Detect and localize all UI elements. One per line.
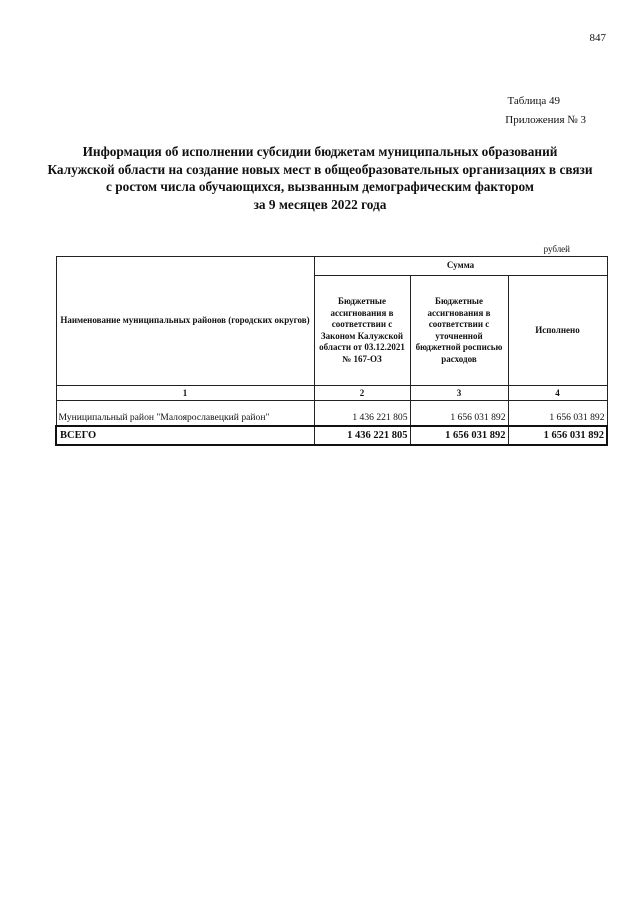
total-row bbox=[56, 426, 607, 445]
revised-allocation-value: 1 656 031 892 bbox=[410, 409, 508, 426]
page-number: 847 bbox=[589, 32, 606, 44]
column-number: 2 bbox=[314, 386, 410, 401]
title-line: за 9 месяцев 2022 года bbox=[253, 196, 387, 212]
title-line: с ростом числа обучающихся, вызванным демографическим фактором bbox=[106, 179, 534, 194]
document-title bbox=[40, 143, 600, 213]
total-revised-allocation: 1 656 031 892 bbox=[410, 426, 508, 445]
title-line: Информация об исполнении субсидии бюджетам муниципальных образований bbox=[82, 144, 558, 159]
header-district-name: Наименование муниципальных районов (городских округов) bbox=[56, 257, 314, 386]
law-allocation-value: 1 436 221 805 bbox=[314, 409, 410, 426]
subsidy-table bbox=[55, 256, 608, 446]
header-row bbox=[56, 257, 607, 276]
total-executed: 1 656 031 892 bbox=[508, 426, 607, 445]
table-row bbox=[56, 409, 607, 426]
appendix-reference: Приложения № 3 bbox=[505, 114, 586, 126]
column-number: 3 bbox=[410, 386, 508, 401]
district-name: Муниципальный район "Малоярославецкий район" bbox=[56, 409, 314, 426]
header-law-allocations: Бюджетные ассигнования в соответствии с Законом Калужской области от 03.12.2021 № 167-ОЗ bbox=[314, 276, 410, 386]
header-executed: Исполнено bbox=[508, 276, 607, 386]
table-number: Таблица 49 bbox=[507, 95, 560, 107]
header-sum: Сумма bbox=[314, 257, 607, 276]
total-label: ВСЕГО bbox=[56, 426, 314, 445]
column-number: 1 bbox=[56, 386, 314, 401]
total-law-allocation: 1 436 221 805 bbox=[314, 426, 410, 445]
column-number-row bbox=[56, 386, 607, 401]
header-revised-allocations: Бюджетные ассигнования в соответствии с уточненной бюджетной росписью расходов bbox=[410, 276, 508, 386]
units-label: рублей bbox=[543, 244, 570, 254]
executed-value: 1 656 031 892 bbox=[508, 409, 607, 426]
spacer-row bbox=[56, 401, 607, 410]
column-number: 4 bbox=[508, 386, 607, 401]
title-line: Калужской области на создание новых мест в общеобразовательных организациях в связи bbox=[47, 161, 593, 177]
